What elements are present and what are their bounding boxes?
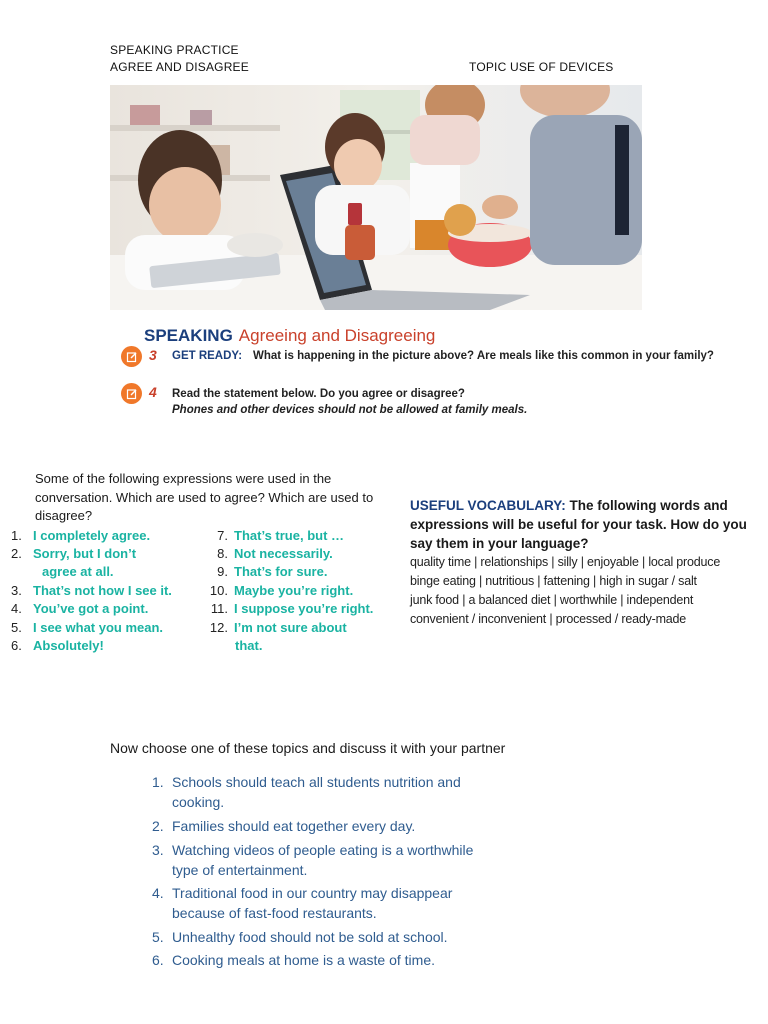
speaking-subtitle: Agreeing and Disagreeing (238, 326, 436, 345)
task-4-number: 4 (149, 384, 157, 400)
expression-item: 5. I see what you mean. (11, 620, 164, 635)
expression-item: 10. Maybe you’re right. (209, 583, 354, 598)
expression-item: 3. That’s not how I see it. (11, 583, 172, 598)
vocabulary-line: junk food | a balanced diet | worthwhile | independent (410, 593, 694, 607)
vocabulary-line: convenient / inconvenient | processed / ready-made (410, 612, 687, 626)
expressions-intro: Some of the following expressions were used in the conversation. Which are used to agree? Which are used to disagree? (35, 471, 374, 523)
task-3-number: 3 (149, 347, 157, 363)
topic-item: 1. Schools should teach all students nutrition and cooking. (152, 774, 461, 810)
expression-item: 7. That’s true, but … (217, 528, 345, 543)
family-breakfast-photo (110, 85, 642, 310)
task-3-text: What is happening in the picture above? Are meals like this common in your family? (253, 350, 714, 362)
topic-item: 4. Traditional food in our country may disappear because of fast-food restaurants. (152, 885, 453, 921)
speaking-label: SPEAKING (144, 326, 233, 345)
vocabulary-line: quality time | relationships | silly | enjoyable | local produce (410, 555, 721, 569)
task-4-statement: Phones and other devices should not be allowed at family meals. (172, 404, 528, 416)
expression-item: 4. You’ve got a point. (11, 601, 149, 616)
topic-item: 2. Families should eat together every day. (152, 818, 416, 834)
expression-item: 1. I completely agree. (11, 528, 151, 543)
expression-item: 11. I suppose you’re right. (210, 601, 374, 616)
expression-item-continued: that. (235, 638, 263, 653)
vocabulary-heading: USEFUL VOCABULARY: (410, 498, 566, 513)
expression-item: 12. I’m not sure about (209, 620, 347, 635)
expression-item-continued: agree at all. (42, 564, 114, 579)
discussion-instruction: Now choose one of these topics and discuss it with your partner (110, 740, 506, 756)
expression-item: 2. Sorry, but I don’t (11, 546, 137, 561)
task-3-label: GET READY: (172, 350, 243, 362)
expression-item: 6. Absolutely! (11, 638, 104, 653)
edit-icon (121, 383, 142, 404)
header-line-1: SPEAKING PRACTICE (110, 43, 239, 57)
speaking-title (144, 326, 435, 346)
expression-item: 9. That’s for sure. (217, 564, 328, 579)
task-4-text: Read the statement below. Do you agree or disagree? (172, 388, 465, 400)
expression-item: 8. Not necessarily. (217, 546, 333, 561)
topic-item: 5. Unhealthy food should not be sold at school. (152, 929, 448, 945)
topic-item: 3. Watching videos of people eating is a worthwhile type of entertainment. (152, 842, 474, 878)
topic-item: 6. Cooking meals at home is a waste of time. (152, 952, 436, 968)
vocabulary-line: binge eating | nutritious | fattening | high in sugar / salt (410, 574, 697, 588)
edit-icon (121, 346, 142, 367)
header-line-2: AGREE AND DISAGREE (110, 60, 249, 74)
vocabulary-box (410, 496, 765, 629)
header-topic: TOPIC USE OF DEVICES (469, 60, 614, 74)
vocabulary-instructions: The following words and expressions will be useful for your task. How do you say them in your language? (410, 498, 747, 551)
